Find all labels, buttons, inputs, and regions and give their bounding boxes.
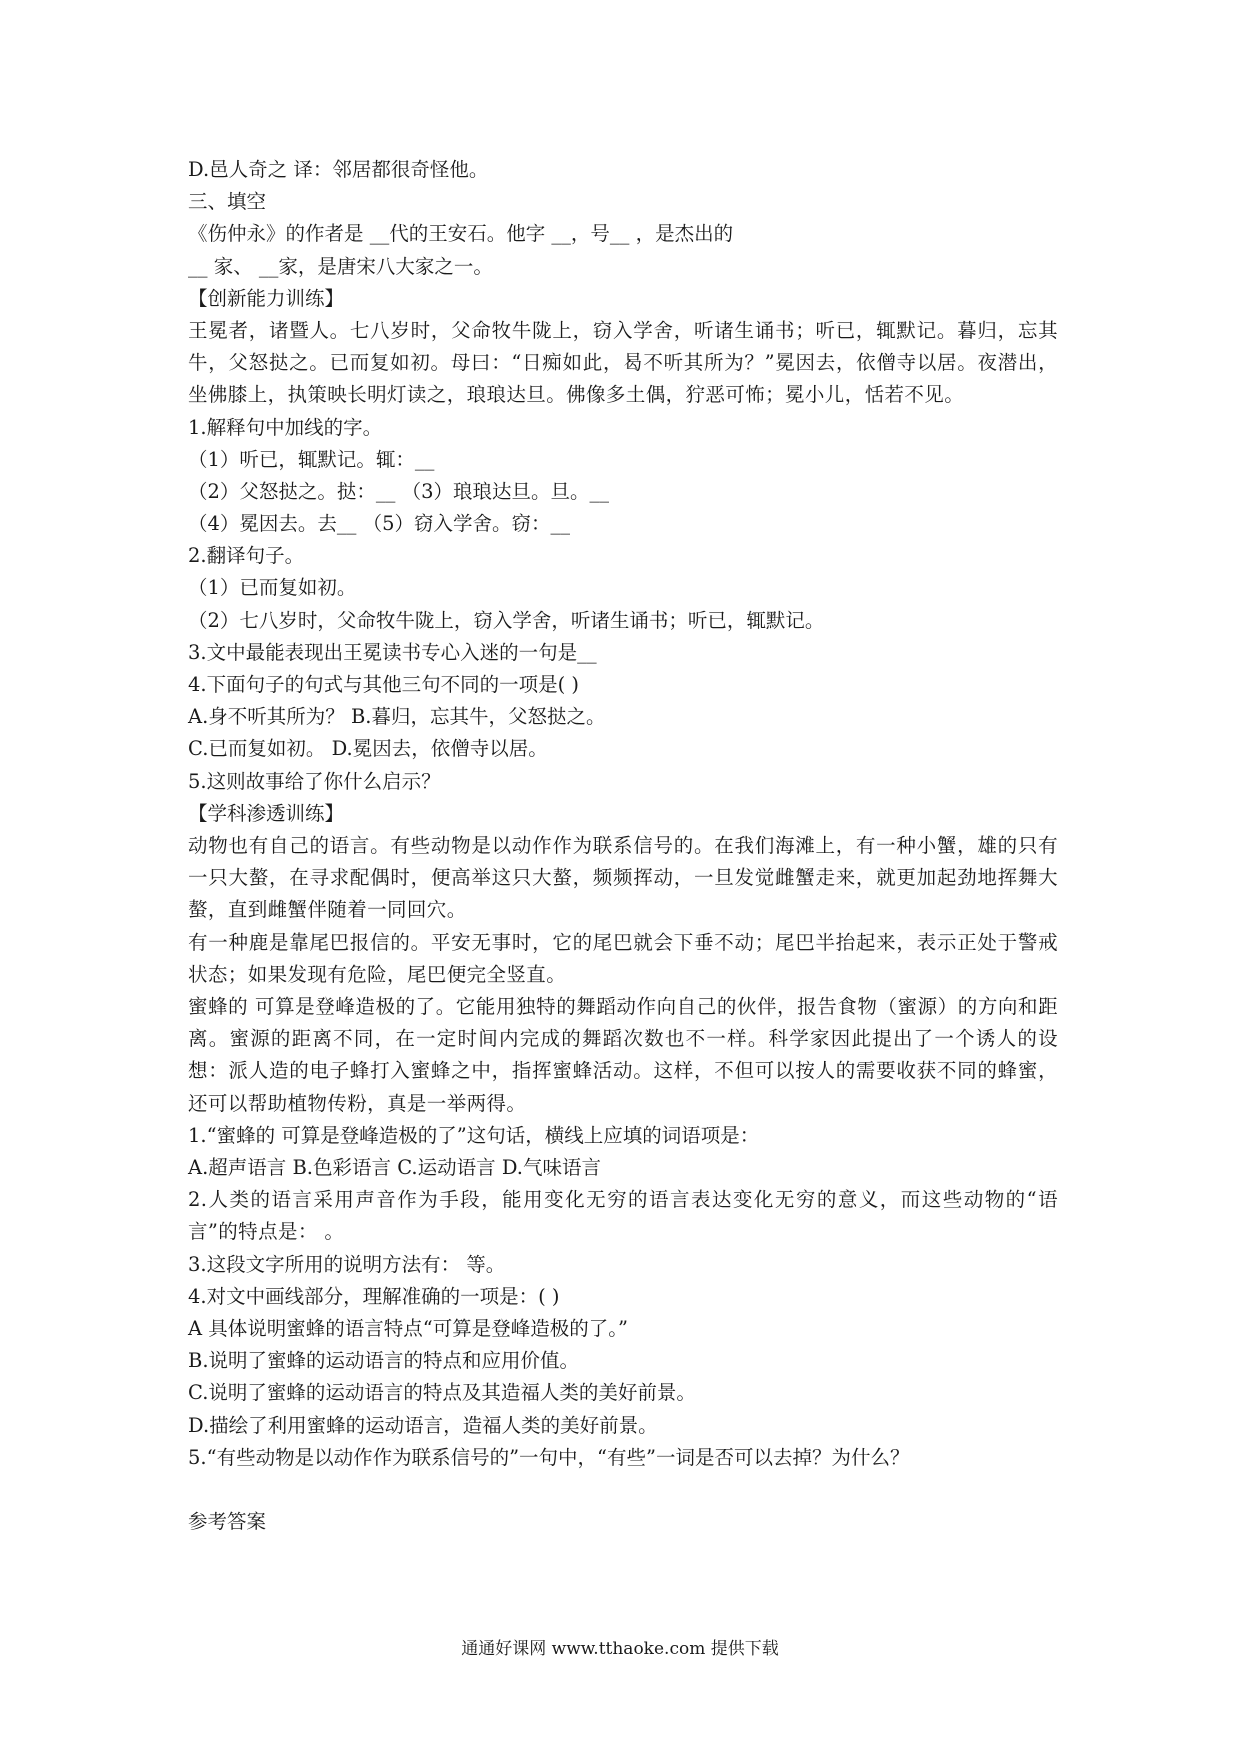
question-line: 4.下面句子的句式与其他三句不同的一项是( ): [188, 673, 580, 697]
option-line: B.说明了蜜蜂的运动语言的特点和应用价值。: [188, 1349, 580, 1373]
text-line: __ 家、 __家，是唐宋八大家之一。: [188, 254, 493, 278]
page-footer: 通通好课网 www.tthaoke.com 提供下载: [461, 1639, 779, 1659]
question-line: 2.人类的语言采用声音作为手段，能用变化无穷的语言表达变化无穷的意义，而这些动物的“语言”的特点是： 。: [188, 1188, 1058, 1244]
question-line: 1.“蜜蜂的 可算是登峰造极的了”这句话，横线上应填的词语项是：: [188, 1123, 760, 1147]
question-line: 1.解释句中加线的字。: [188, 415, 383, 439]
text-line: 《伤仲永》的作者是 __代的王安石。他字 __，号__ ，是杰出的: [188, 222, 734, 246]
option-line: C.已而复如初。 D.冕因去，依僧寺以居。: [188, 737, 548, 761]
question-line: 3.文中最能表现出王冕读书专心入迷的一句是__: [188, 640, 597, 664]
option-line: A 具体说明蜜蜂的语言特点“可算是登峰造极的了。”: [188, 1316, 628, 1340]
section-heading-fill-in: 三、填空: [188, 190, 267, 214]
question-line: 4.对文中画线部分，理解准确的一项是：( ): [188, 1284, 560, 1308]
section-heading-innovation: 【创新能力训练】: [188, 286, 345, 310]
question-line: （1）听已，辄默记。辄：__: [188, 447, 435, 471]
answer-heading: 参考答案: [188, 1509, 267, 1533]
question-line: （2）父怒挞之。挞：__ （3）琅琅达旦。旦。__: [188, 479, 610, 503]
option-line: C.说明了蜜蜂的运动语言的特点及其造福人类的美好前景。: [188, 1381, 696, 1405]
option-line: A.超声语言 B.色彩语言 C.运动语言 D.气味语言: [188, 1156, 601, 1179]
passage-animal-language-3: 蜜蜂的 可算是登峰造极的了。它能用独特的舞蹈动作向自己的伙伴，报告食物（蜜源）的方向和距离。蜜源的距离不同，在一定时间内完成的舞蹈次数也不一样。科学家因此提出了一个诱人的设想：派人造的电子蜂打入蜜蜂之中，指挥蜜蜂活动。这样，不但可以按人的需要收获不同的蜂蜜，还可以帮助植物传粉，真是一举两得。: [188, 995, 1058, 1115]
question-line: （2）七八岁时，父命牧牛陇上，窃入学舍，听诸生诵书；听已，辄默记。: [188, 608, 825, 632]
question-line: 5.这则故事给了你什么启示？: [188, 769, 441, 793]
question-line: 3.这段文字所用的说明方法有： 等。: [188, 1252, 506, 1276]
question-line: 2.翻译句子。: [188, 544, 305, 568]
passage-wang-mian: 王冕者，诸暨人。七八岁时，父命牧牛陇上，窃入学舍，听诸生诵书；听已，辄默记。暮归，忘其牛，父怒挞之。已而复如初。母曰：“日痴如此，曷不听其所为？”冕因去，依僧寺以居。夜潜出，坐佛膝上，执策映长明灯读之，琅琅达旦。佛像多土偶，狞恶可怖；冕小儿，恬若不见。: [188, 318, 1058, 407]
passage-animal-language-1: 动物也有自己的语言。有些动物是以动作作为联系信号的。在我们海滩上，有一种小蟹，雄的只有一只大螯，在寻求配偶时，便高举这只大螯，频频挥动，一旦发觉雌蟹走来，就更加起劲地挥舞大螯，直到雌蟹伴随着一同回穴。: [188, 833, 1058, 922]
passage-animal-language-2: 有一种鹿是靠尾巴报信的。平安无事时，它的尾巴就会下垂不动；尾巴半抬起来，表示正处于警戒状态；如果发现有危险，尾巴便完全竖直。: [188, 930, 1058, 986]
question-line: 5.“有些动物是以动作作为联系信号的”一句中，“有些”一词是否可以去掉？为什么？: [188, 1445, 910, 1469]
text-line: D.邑人奇之 译：邻居都很奇怪他。: [188, 158, 489, 181]
document-body: [188, 154, 1058, 1538]
option-line: A.身不听其所为？ B.暮归，忘其牛，父怒挞之。: [188, 705, 606, 729]
option-line: D.描绘了利用蜜蜂的运动语言，造福人类的美好前景。: [188, 1413, 658, 1437]
question-line: （1）已而复如初。: [188, 576, 357, 600]
question-line: （4）冕因去。去__ （5）窃入学舍。窃：__: [188, 512, 571, 536]
section-heading-subject: 【学科渗透训练】: [188, 801, 345, 825]
